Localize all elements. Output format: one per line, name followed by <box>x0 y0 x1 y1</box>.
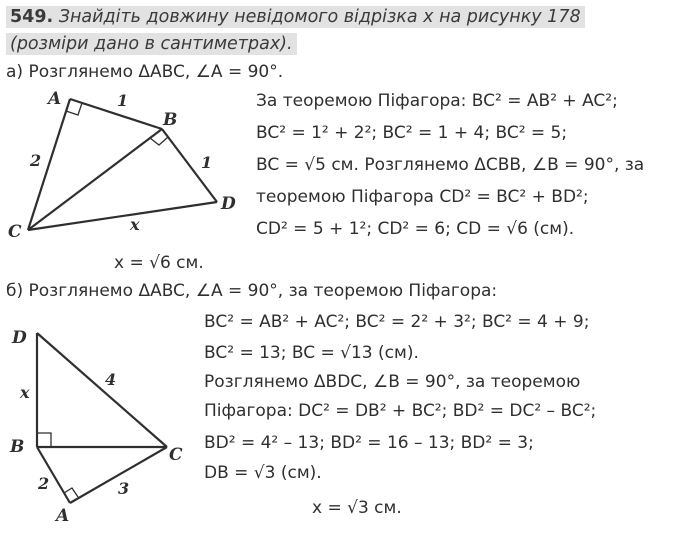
fig-a-label-a: A <box>48 89 62 109</box>
right-angle-b <box>37 433 51 447</box>
part-b-line-5: BD² = 4² – 13; BD² = 16 – 13; BD² = 3; <box>204 433 534 453</box>
part-b-line-1: BC² = AB² + AC²; BC² = 2² + 3²; BC² = 4 + 9; <box>204 312 590 332</box>
part-a-line-2: BC² = 1² + 2²; BC² = 1 + 4; BC² = 5; <box>256 123 568 143</box>
fig-b-len-ac: 3 <box>118 479 130 498</box>
fig-b-label-c: C <box>169 445 183 465</box>
figure-a <box>28 99 217 230</box>
fig-a-label-c: C <box>8 222 22 242</box>
part-b-line-2: BC² = 13; BC = √13 (см). <box>204 343 419 363</box>
part-b-line-3: Розглянемо ΔBDC, ∠B = 90°, за теоремою <box>204 372 581 392</box>
part-b-answer: x = √3 см. <box>312 498 402 518</box>
fig-b-len-dc: 4 <box>105 370 117 389</box>
fig-b-label-b: B <box>10 437 25 457</box>
part-a-answer: x = √6 см. <box>114 253 204 273</box>
fig-a-label-b: B <box>163 110 178 130</box>
right-angle-b <box>150 137 168 145</box>
exercise-header <box>6 6 585 28</box>
segment-bc <box>28 129 162 230</box>
fig-b-label-d: D <box>12 328 27 348</box>
fig-b-len-db: x <box>20 383 30 402</box>
part-a-line-4: теоремою Піфагора CD² = BC² + BD²; <box>256 187 589 207</box>
fig-a-len-ac: 2 <box>30 151 42 170</box>
fig-a-len-ab: 1 <box>117 91 129 110</box>
fig-a-label-d: D <box>221 194 236 214</box>
part-b-line-6: DB = √3 (см). <box>204 463 322 483</box>
figure-b <box>37 333 167 503</box>
exercise-title-line2: (розміри дано в сантиметрах). <box>6 33 297 55</box>
part-b-line-4: Піфагора: DC² = DB² + BC²; BD² = DC² – BC²; <box>204 401 597 421</box>
part-a-line-3: BC = √5 см. Розглянемо ΔCBB, ∠B = 90°, за <box>256 155 645 175</box>
fig-a-len-bd: 1 <box>201 153 213 172</box>
fig-b-len-ba: 2 <box>38 474 50 493</box>
part-a-line-5: CD² = 5 + 1²; CD² = 6; CD = √6 (см). <box>256 219 575 239</box>
part-b-intro: б) Розглянемо ΔABC, ∠A = 90°, за теоремою Піфагора: <box>6 281 498 301</box>
segment-ab <box>70 99 162 129</box>
segment-dc <box>37 333 167 447</box>
fig-b-label-a: A <box>56 506 70 526</box>
exercise-number: 549. <box>10 7 54 27</box>
exercise-title-line1: Знайдіть довжину невідомого відрізка x на рисунку 178 <box>58 7 581 27</box>
fig-a-len-cd: x <box>130 215 140 234</box>
segment-cd <box>28 202 217 230</box>
part-a-intro: а) Розглянемо ΔABC, ∠A = 90°. <box>6 62 284 82</box>
part-a-line-1: За теоремою Піфагора: BC² = AB² + AC²; <box>256 91 618 111</box>
